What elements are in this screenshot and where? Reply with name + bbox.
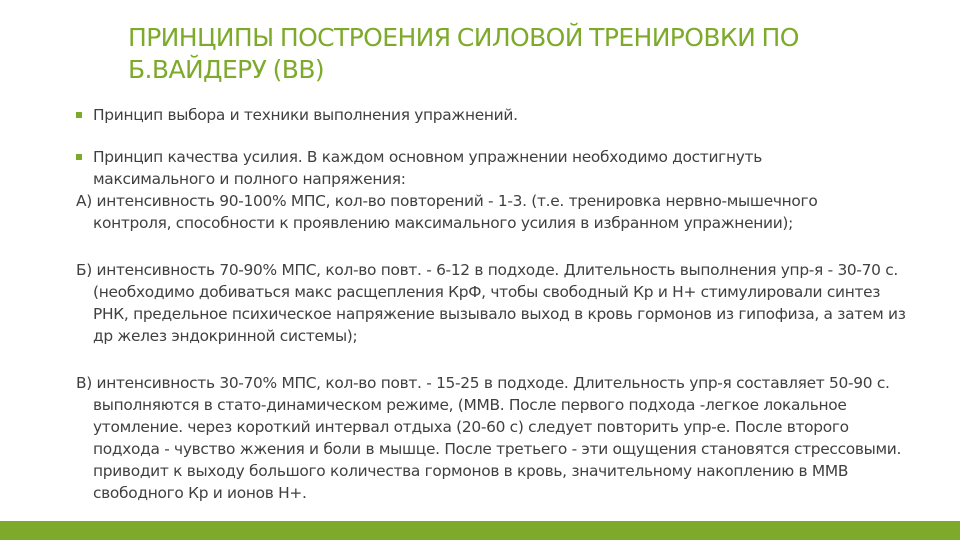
bullet-lead: Принцип качества усилия. [93, 148, 303, 166]
bullet-continuation: максимального и полного напряжения: [93, 170, 406, 188]
footer-accent-bar [0, 521, 960, 540]
spacer [76, 347, 906, 372]
item-a-line-2: контроля, способности к проявлению максимального усилия в избранном упражнении); [93, 214, 793, 232]
bullet-text: В каждом основном упражнении необходимо достигнуть [302, 148, 762, 166]
slide-title: ПРИНЦИПЫ ПОСТРОЕНИЯ СИЛОВОЙ ТРЕНИРОВКИ ПО Б.ВАЙДЕРУ (ВВ) [128, 23, 799, 84]
square-bullet-icon [76, 154, 82, 160]
item-a-line-1: А) интенсивность 90-100% МПС, кол-во повторений - 1-3. (т.е. тренировка нервно-мышечного [76, 192, 818, 210]
spacer [76, 234, 906, 259]
item-c: В) интенсивность 30-70% МПС, кол-во повт. - 15-25 в подходе. Длительность упр-я составляет 50-90 с. выполняются в стато-динамическом режиме, (ММВ. После первого подхода -легкое локальное утомление. через короткий интервал отдыха (20-60 с) следует повторить упр-е. После второго подхода - чувство жжения и боли в мышце. После третьего - эти ощущения становятся стрессовыми. приводит к выходу большого количества гормонов в кровь, значительному накоплению в ММВ свободного Кр и ионов Н+. [76, 374, 902, 502]
item-b: Б) интенсивность 70-90% МПС, кол-во повт. - 6-12 в подходе. Длительность выполнения упр-я - 30-70 с. (необходимо добиваться макс расщепления КрФ, чтобы свободный Кр и Н+ стимулировали синтез РНК, предельное психическое напряжение вызывало выход в кровь гормонов из гипофиза, а затем из др желез эндокринной системы); [76, 261, 906, 345]
bullet-item-1 [76, 104, 906, 126]
square-bullet-icon [76, 112, 82, 118]
slide-body [76, 104, 906, 504]
bullet-text: Принцип выбора и техники выполнения упражнений. [93, 106, 518, 124]
bullet-item-2 [76, 146, 906, 190]
